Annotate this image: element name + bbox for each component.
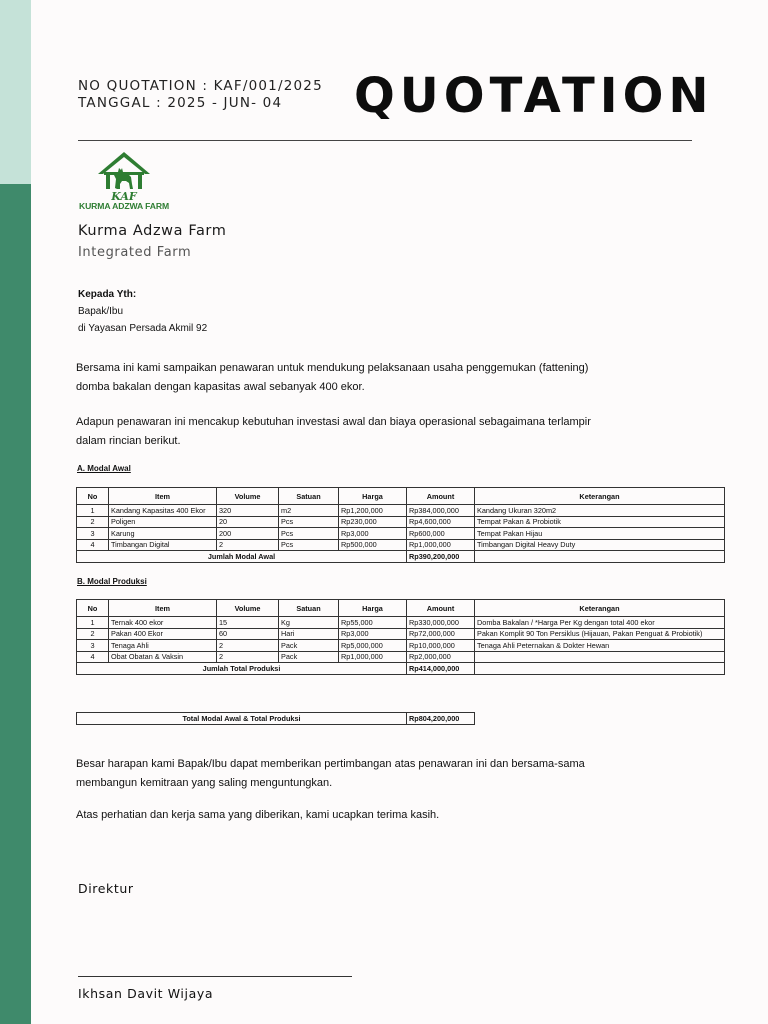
cell-price: Rp3,000	[339, 628, 407, 640]
cell-item: Ternak 400 ekor	[109, 617, 217, 629]
cell-note: Kandang Ukuran 320m2	[475, 505, 725, 517]
cell-volume: 2	[217, 651, 279, 663]
cell-unit: Pack	[279, 651, 339, 663]
cell-note	[475, 651, 725, 663]
empty-cell	[475, 663, 725, 675]
cell-unit: Kg	[279, 617, 339, 629]
subtotal-value: Rp390,200,000	[407, 551, 475, 563]
table-row	[77, 640, 725, 652]
modal-awal-table	[76, 487, 725, 563]
cell-item: Obat Obatan & Vaksin	[109, 651, 217, 663]
cell-no: 4	[77, 539, 109, 551]
signatory-role: Direktur	[78, 881, 134, 896]
cell-unit: Pcs	[279, 539, 339, 551]
cell-note: Tenaga Ahli Peternakan & Dokter Hewan	[475, 640, 725, 652]
cell-note: Timbangan Digital Heavy Duty	[475, 539, 725, 551]
cell-volume: 2	[217, 640, 279, 652]
col-header: Satuan	[279, 600, 339, 617]
table-header-row	[77, 600, 725, 617]
header-divider	[78, 140, 692, 141]
cell-volume: 320	[217, 505, 279, 517]
subtotal-row	[77, 551, 725, 563]
quotation-meta	[78, 78, 323, 112]
cell-note: Tempat Pakan Hijau	[475, 528, 725, 540]
signature-line	[78, 976, 352, 977]
table-row	[77, 617, 725, 629]
col-header: Keterangan	[475, 600, 725, 617]
cell-unit: Pack	[279, 640, 339, 652]
scope-paragraph: Adapun penawaran ini mencakup kebutuhan investasi awal dan biaya operasional sebagaimana terlampir dalam rincian berikut.	[76, 416, 591, 447]
col-header: No	[77, 488, 109, 505]
cell-amount: Rp2,000,000	[407, 651, 475, 663]
page-title: QUOTATION	[354, 68, 714, 124]
recipient-label: Kepada Yth:	[78, 289, 137, 300]
company-logo	[76, 148, 172, 212]
section-a-title: A. Modal Awal	[77, 464, 131, 473]
cell-amount: Rp1,000,000	[407, 539, 475, 551]
company-name: Kurma Adzwa Farm	[78, 223, 227, 239]
col-header: Volume	[217, 600, 279, 617]
cell-no: 1	[77, 617, 109, 629]
cell-item: Poligen	[109, 516, 217, 528]
cell-price: Rp500,000	[339, 539, 407, 551]
thanks-paragraph: Atas perhatian dan kerja sama yang diberikan, kami ucapkan terima kasih.	[76, 809, 440, 821]
recipient-block	[78, 286, 207, 337]
cell-no: 4	[77, 651, 109, 663]
closing-paragraph: Besar harapan kami Bapak/Ibu dapat memberikan pertimbangan atas penawaran ini dan bersama-sama membangun kemitraan yang saling menguntungkan.	[76, 758, 585, 789]
cell-amount: Rp330,000,000	[407, 617, 475, 629]
cell-no: 2	[77, 628, 109, 640]
cell-volume: 2	[217, 539, 279, 551]
cell-price: Rp5,000,000	[339, 640, 407, 652]
empty-cell	[475, 551, 725, 563]
cell-unit: Pcs	[279, 516, 339, 528]
grand-total-row	[77, 713, 475, 725]
cell-note: Pakan Komplit 90 Ton Persiklus (Hijauan, Pakan Penguat & Probiotik)	[475, 628, 725, 640]
cell-volume: 200	[217, 528, 279, 540]
cell-note: Tempat Pakan & Probiotik	[475, 516, 725, 528]
col-header: Keterangan	[475, 488, 725, 505]
cell-item: Tenaga Ahli	[109, 640, 217, 652]
cell-no: 2	[77, 516, 109, 528]
cell-no: 1	[77, 505, 109, 517]
subtotal-label: Jumlah Total Produksi	[77, 663, 407, 675]
cell-price: Rp3,000	[339, 528, 407, 540]
cell-price: Rp230,000	[339, 516, 407, 528]
col-header: Item	[109, 488, 217, 505]
cell-volume: 15	[217, 617, 279, 629]
cell-unit: m2	[279, 505, 339, 517]
cell-unit: Pcs	[279, 528, 339, 540]
cell-item: Kandang Kapasitas 400 Ekor	[109, 505, 217, 517]
subtotal-label: Jumlah Modal Awal	[77, 551, 407, 563]
recipient-line: Bapak/Ibu	[78, 306, 124, 317]
grand-total-value: Rp804,200,000	[407, 713, 475, 725]
cell-note: Domba Bakalan / *Harga Per Kg dengan total 400 ekor	[475, 617, 725, 629]
cell-item: Timbangan Digital	[109, 539, 217, 551]
table-row	[77, 505, 725, 517]
intro-paragraph: Bersama ini kami sampaikan penawaran untuk mendukung pelaksanaan usaha penggemukan (fattening) domba bakalan dengan kapasitas awal sebanyak 400 ekor.	[76, 362, 589, 393]
table-row	[77, 539, 725, 551]
side-stripe-dark	[0, 184, 31, 1024]
quotation-date: TANGGAL : 2025 - JUN- 04	[78, 95, 283, 111]
grand-total-label: Total Modal Awal & Total Produksi	[77, 713, 407, 725]
signatory-name: Ikhsan Davit Wijaya	[78, 986, 214, 1001]
farm-house-icon	[76, 148, 172, 202]
grand-total-table	[76, 712, 475, 725]
col-header: Volume	[217, 488, 279, 505]
logo-wordmark: KURMA ADZWA FARM	[78, 201, 170, 211]
col-header: Harga	[339, 488, 407, 505]
cell-item: Karung	[109, 528, 217, 540]
col-header: Satuan	[279, 488, 339, 505]
cell-no: 3	[77, 528, 109, 540]
recipient-line: di Yayasan Persada Akmil 92	[78, 323, 208, 334]
table-row	[77, 651, 725, 663]
cell-amount: Rp72,000,000	[407, 628, 475, 640]
cell-amount: Rp10,000,000	[407, 640, 475, 652]
col-header: Item	[109, 600, 217, 617]
side-stripe-light	[0, 0, 31, 184]
cell-amount: Rp4,600,000	[407, 516, 475, 528]
quotation-number: NO QUOTATION : KAF/001/2025	[78, 78, 323, 94]
cell-price: Rp55,000	[339, 617, 407, 629]
cell-price: Rp1,200,000	[339, 505, 407, 517]
cell-no: 3	[77, 640, 109, 652]
modal-produksi-table	[76, 599, 725, 675]
table-row	[77, 528, 725, 540]
col-header: Amount	[407, 488, 475, 505]
company-subtitle: Integrated Farm	[78, 245, 192, 260]
section-b-title: B. Modal Produksi	[77, 577, 147, 586]
cell-item: Pakan 400 Ekor	[109, 628, 217, 640]
subtotal-value: Rp414,000,000	[407, 663, 475, 675]
col-header: Harga	[339, 600, 407, 617]
cell-amount: Rp600,000	[407, 528, 475, 540]
cell-unit: Hari	[279, 628, 339, 640]
cell-price: Rp1,000,000	[339, 651, 407, 663]
svg-text:KAF: KAF	[111, 190, 137, 202]
cell-volume: 20	[217, 516, 279, 528]
cell-volume: 60	[217, 628, 279, 640]
cell-amount: Rp384,000,000	[407, 505, 475, 517]
table-row	[77, 628, 725, 640]
table-header-row	[77, 488, 725, 505]
subtotal-row	[77, 663, 725, 675]
col-header: Amount	[407, 600, 475, 617]
table-row	[77, 516, 725, 528]
col-header: No	[77, 600, 109, 617]
